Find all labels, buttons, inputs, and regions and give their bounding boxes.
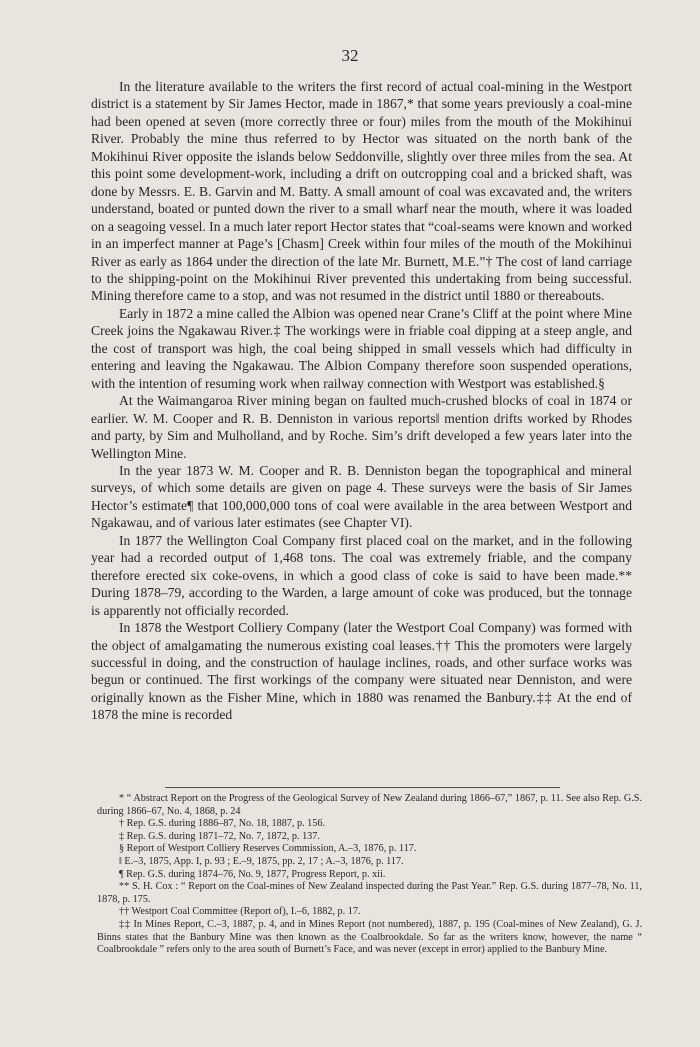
paragraph: In the literature available to the writers the first record of actual coal-mining in the Westport district is a statement by Sir James Hector, made in 1867,* that some years previously a coal-mine had been opened at seven (more correctly three or four) miles from the mouth of the Mokihinui River. Probably the mine thus referred to by Hector was situated on the north bank of the Mokihinui River opposite the islands below Seddonville, slightly over three miles from the sea. At this point some development-work, including a drift on outcropping coal and a bricked shaft, was done by Messrs. E. B. Garvin and M. Batty. A small amount of coal was excavated and, the writers understand, boated or punted down the river to a small wharf near the mouth, where it was loaded on a seagoing vessel. In a much later report Hector states that “coal-seams were known and worked in an imperfect manner at Page’s [Chasm] Creek within four miles of the mouth of the Mokihinui River as early as 1864 under the direction of the late Mr. Burnett, M.E.”† The cost of land carriage to the shipping-point on the Mokihinui River prevented this undertaking from being successful. Mining therefore came to a stop, and was not resumed in the district until 1880 or thereabouts. [91,79,632,304]
footnote: * “ Abstract Report on the Progress of the Geological Survey of New Zealand during 1866–67,” 1867, p. 11. See also Rep. G.S. during 1866–67, No. 4, 1868, p. 24 [97,793,642,817]
footnote: † Rep. G.S. during 1886–87, No. 18, 1887, p. 156. [119,818,326,830]
footnote: ‡‡ In Mines Report, C.–3, 1887, p. 4, and in Mines Report (not numbered), 1887, p. 195 (Coal-mines of New Zealand), G. J. Binns states that the Banbury Mine was then known as the Coalbrookdale. So far as the writers know, however, the name “ Coalbrookdale ” refers only to the area south of Burnett’s Face, and was never (except in error) applied to the Banbury Mine. [97,918,642,956]
footnote: ** S. H. Cox : “ Report on the Coal-mines of New Zealand inspected during the Past Year.” Rep. G.S. during 1877–78, No. 11, 1878, p. 175. [97,881,642,905]
footnote-divider [165,787,560,788]
footnote: †† Westport Coal Committee (Report of), I.–6, 1882, p. 17. [119,906,361,918]
footnote: § Report of Westport Colliery Reserves Commission, A.–3, 1876, p. 117. [119,843,417,855]
footnotes [97,793,642,957]
body-text [91,78,632,724]
footnote: ¶ Rep. G.S. during 1874–76, No. 9, 1877, Progress Report, p. xii. [119,868,386,880]
paragraph: At the Waimangaroa River mining began on faulted much-crushed blocks of coal in 1874 or earlier. W. M. Cooper and R. B. Denniston in various reports‖ mention drifts worked by Rhodes and party, by Sim and Mulholland, and by Roche. Sim’s drift developed a few years later into the Wellington Mine. [91,393,632,461]
footnote: ‡ Rep. G.S. during 1871–72, No. 7, 1872, p. 137. [119,830,320,842]
paragraph: In 1878 the Westport Colliery Company (later the Westport Coal Company) was formed with the object of amalgamating the numerous existing coal leases.†† This the promoters were largely successful in doing, and the construction of haulage inclines, roads, and other surface works was begun or continued. The first workings of the company were situated near Denniston, and were originally known as the Fisher Mine, which in 1880 was renamed the Banbury.‡‡ At the end of 1878 the mine is recorded [91,620,632,723]
page-number: 32 [341,46,359,65]
paragraph: In the year 1873 W. M. Cooper and R. B. Denniston began the topographical and mineral surveys, of which some details are given on page 4. These surveys were the basis of Sir James Hector’s estimate¶ that 100,000,000 tons of coal were available in the area between Westport and Ngakawau, and of various later estimates (see Chapter VI). [91,462,632,531]
paragraph: In 1877 the Wellington Coal Company first placed coal on the market, and in the following year had a recorded output of 1,468 tons. The coal was extremely friable, and the company therefore erected six coke-ovens, in which a good class of coke is said to have been made.** During 1878–79, according to the Warden, a large amount of coke was produced, but the tonnage is apparently not officially recorded. [91,532,632,618]
footnote: ‖ E.–3, 1875, App. I, p. 93 ; E.–9, 1875, pp. 2, 17 ; A.–3, 1876, p. 117. [119,855,404,867]
paragraph: Early in 1872 a mine called the Albion was opened near Crane’s Cliff at the point where Mine Creek joins the Ngakawau River.‡ The workings were in friable coal dipping at a steep angle, and the cost of transport was high, the coal being shipped in small vessels which had difficulty in entering and leaving the Ngakawau. The Albion Company therefore soon suspended operations, with the intention of resuming work when railway connection with Westport was established.§ [91,305,632,391]
